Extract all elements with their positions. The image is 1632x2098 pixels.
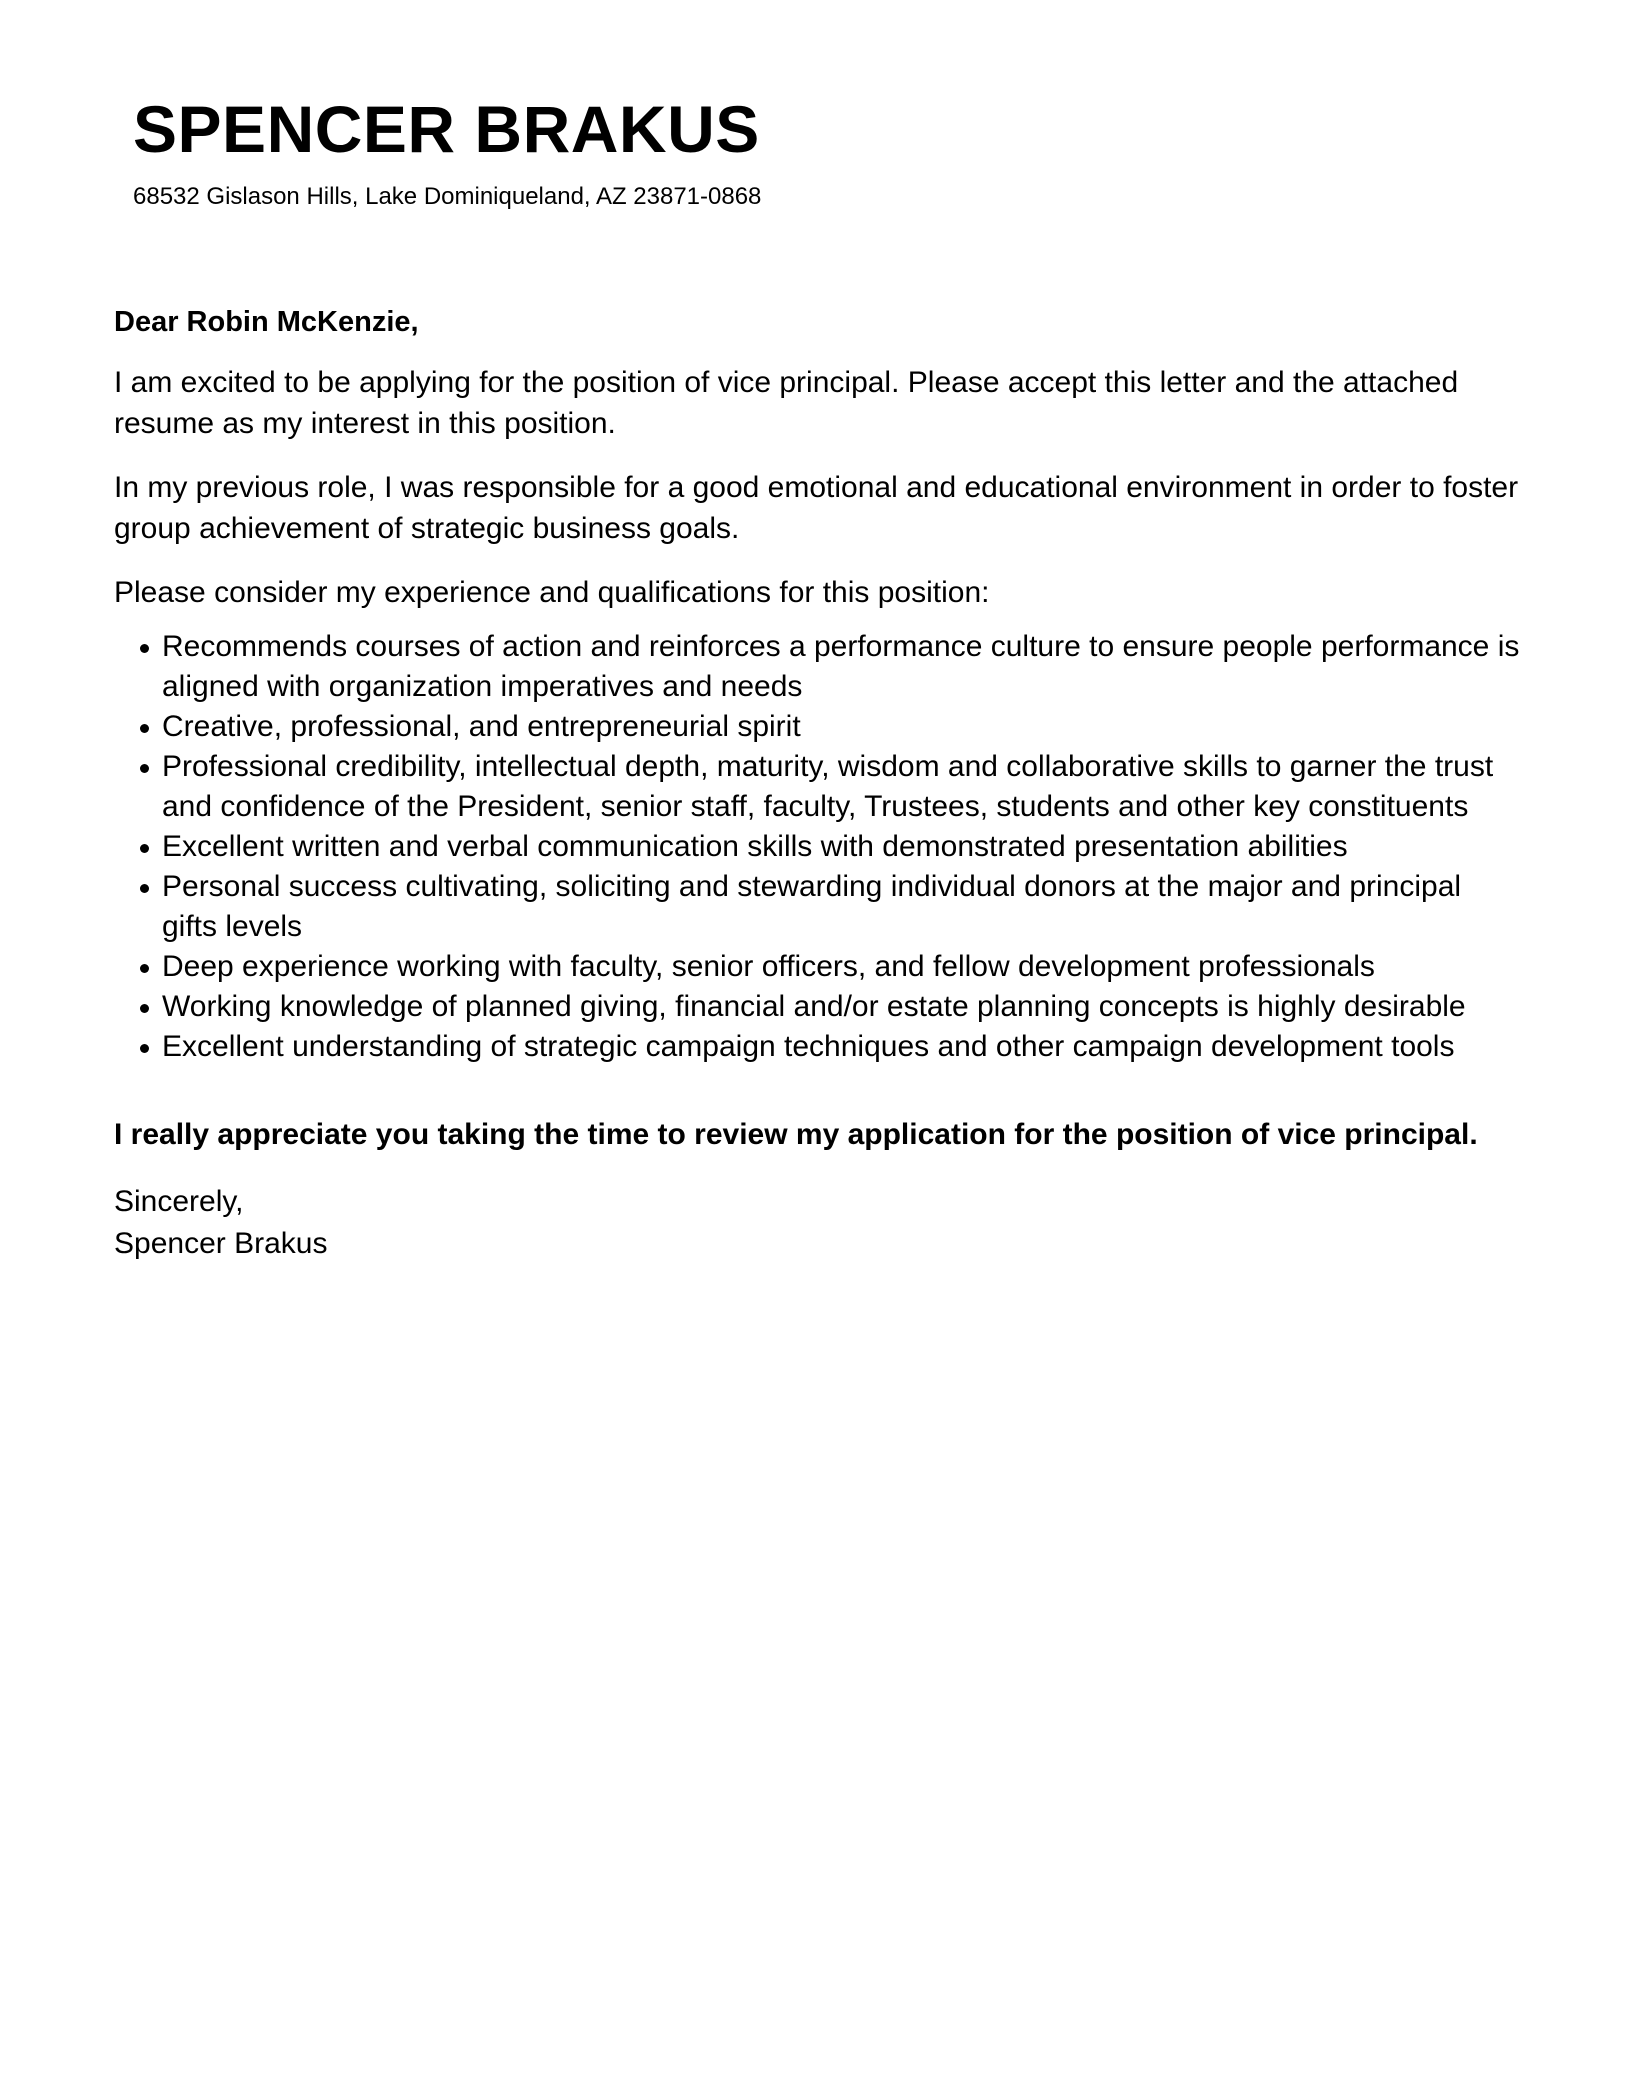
letter-header	[133, 88, 1533, 212]
qualifications-intro: Please consider my experience and qualifications for this position:	[114, 576, 990, 609]
letter-body	[114, 302, 1524, 1265]
qualifications-list	[114, 627, 1524, 1067]
list-item: Personal success cultivating, soliciting and stewarding individual donors at the major and principal gifts levels	[162, 867, 1524, 947]
signature-name: Spencer Brakus	[114, 1227, 328, 1260]
list-item: Deep experience working with faculty, senior officers, and fellow development professionals	[162, 947, 1524, 987]
greeting: Dear Robin McKenzie,	[114, 306, 419, 338]
signoff: Sincerely,	[114, 1185, 244, 1218]
list-item: Excellent written and verbal communication skills with demonstrated presentation abilities	[162, 827, 1524, 867]
paragraph-intro: I am excited to be applying for the position of vice principal. Please accept this letter and the attached resume as my interest in this position.	[114, 366, 1459, 440]
applicant-name: SPENCER BRAKUS	[133, 92, 760, 166]
list-item: Recommends courses of action and reinforces a performance culture to ensure people performance is aligned with organization imperatives and needs	[162, 627, 1524, 707]
list-item: Professional credibility, intellectual depth, maturity, wisdom and collaborative skills to garner the trust and confidence of the President, senior staff, faculty, Trustees, students and other key constituents	[162, 747, 1524, 827]
applicant-address: 68532 Gislason Hills, Lake Dominiqueland, AZ 23871-0868	[133, 183, 762, 210]
list-item: Excellent understanding of strategic campaign techniques and other campaign development tools	[162, 1027, 1524, 1067]
list-item: Creative, professional, and entrepreneurial spirit	[162, 707, 1524, 747]
paragraph-previous-role: In my previous role, I was responsible for a good emotional and educational environment in order to foster group achievement of strategic business goals.	[114, 471, 1519, 545]
list-item: Working knowledge of planned giving, financial and/or estate planning concepts is highly desirable	[162, 987, 1524, 1027]
closing-statement: I really appreciate you taking the time to review my application for the position of vice principal.	[114, 1118, 1478, 1151]
